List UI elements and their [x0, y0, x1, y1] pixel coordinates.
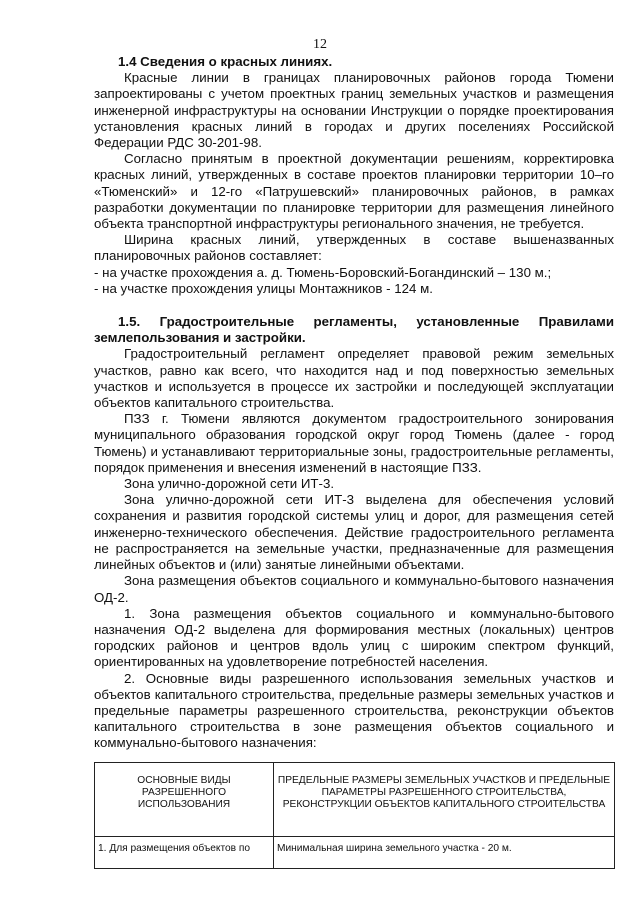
table-cell: Минимальная ширина земельного участка - 20 м. — [274, 837, 615, 869]
paragraph: Зона размещения объектов социального и коммунально-бытового назначения ОД-2. — [94, 573, 614, 605]
table-cell: 1. Для размещения объектов по — [95, 837, 274, 869]
regulations-table — [94, 762, 615, 869]
table-header-cell: ОСНОВНЫЕ ВИДЫ РАЗРЕШЕННОГО ИСПОЛЬЗОВАНИЯ — [95, 763, 274, 837]
paragraph: Согласно принятым в проектной документации решениям, корректировка красных линий, утвержденных в составе проектов планировки территории 10–го «Тюменский» и 12-го «Патрушевский» планировочных районов, в рамках разработки документации по планировке территории для размещения линейного объекта транспортной инфраструктуры регионального значения, не требуется. — [94, 151, 614, 232]
table-row — [95, 837, 615, 869]
paragraph: Зона улично-дорожной сети ИТ-3 выделена для обеспечения условий сохранения и развития городской системы улиц и дорог, для размещения сетей инженерно-технического обеспечения. Действие градостроительного регламента не распространяется на земельные участки, предназначенные для размещения линейных объектов и (или) занятые линейными объектами. — [94, 492, 614, 573]
paragraph: ПЗЗ г. Тюмени являются документом градостроительного зонирования муниципального образования городской округ город Тюмень (далее - город Тюмень) и устанавливают территориальные зоны, градостроительные регламенты, порядок применения и внесения изменений в настоящие ПЗЗ. — [94, 411, 614, 475]
section-heading: 1.4 Сведения о красных линиях. — [118, 54, 333, 69]
paragraph: 2. Основные виды разрешенного использования земельных участков и объектов капитального строительства, предельные размеры земельных участков и предельные параметры разрешенного строительства, реконструкции объектов капитального строительства в зоне размещения объектов социального и коммунально-бытового назначения: — [94, 670, 614, 751]
page-number: 12 — [313, 37, 327, 52]
list-item: - на участке прохождения а. д. Тюмень-Боровский-Богандинский – 130 м.; — [94, 264, 552, 280]
paragraph: 1. Зона размещения объектов социального и коммунально-бытового назначения ОД-2 выделена для формирования местных (локальных) центров городских районов и центров вдоль улиц с широким спектром функций, ориентированных на удовлетворение потребностей населения. — [94, 605, 614, 670]
section-heading: 1.5. Градостроительные регламенты, установленные Правилами землепользования и застройки. — [94, 314, 614, 346]
paragraph: Градостроительный регламент определяет правовой режим земельных участков, равно как всего, что находится над и под поверхностью земельных участков и используется в процессе их застройки и последующей эксплуатации объектов капитального строительства. — [94, 346, 614, 411]
table-header-row — [95, 763, 615, 837]
table-header-cell: ПРЕДЕЛЬНЫЕ РАЗМЕРЫ ЗЕМЕЛЬНЫХ УЧАСТКОВ И ПРЕДЕЛЬНЫЕ ПАРАМЕТРЫ РАЗРЕШЕННОГО СТРОИТЕЛЬСТВА, РЕКОНСТРУКЦИИ ОБЪЕКТОВ КАПИТАЛЬНОГО СТРОИТЕЛЬСТВА — [274, 763, 615, 837]
paragraph: Зона улично-дорожной сети ИТ-3. — [124, 476, 335, 492]
list-item: - на участке прохождения улицы Монтажников - 124 м. — [94, 280, 433, 296]
document-body — [94, 54, 614, 752]
paragraph: Красные линии в границах планировочных районов города Тюмени запроектированы с учетом проектных границ земельных участков и размещения инженерной инфраструктуры на основании Инструкции о порядке проектирования установления красных линий в городах и других поселениях Российской Федерации РДС 30-201-98. — [94, 70, 614, 151]
paragraph: Ширина красных линий, утвержденных в составе вышеназванных планировочных районов составляет: — [94, 232, 614, 264]
